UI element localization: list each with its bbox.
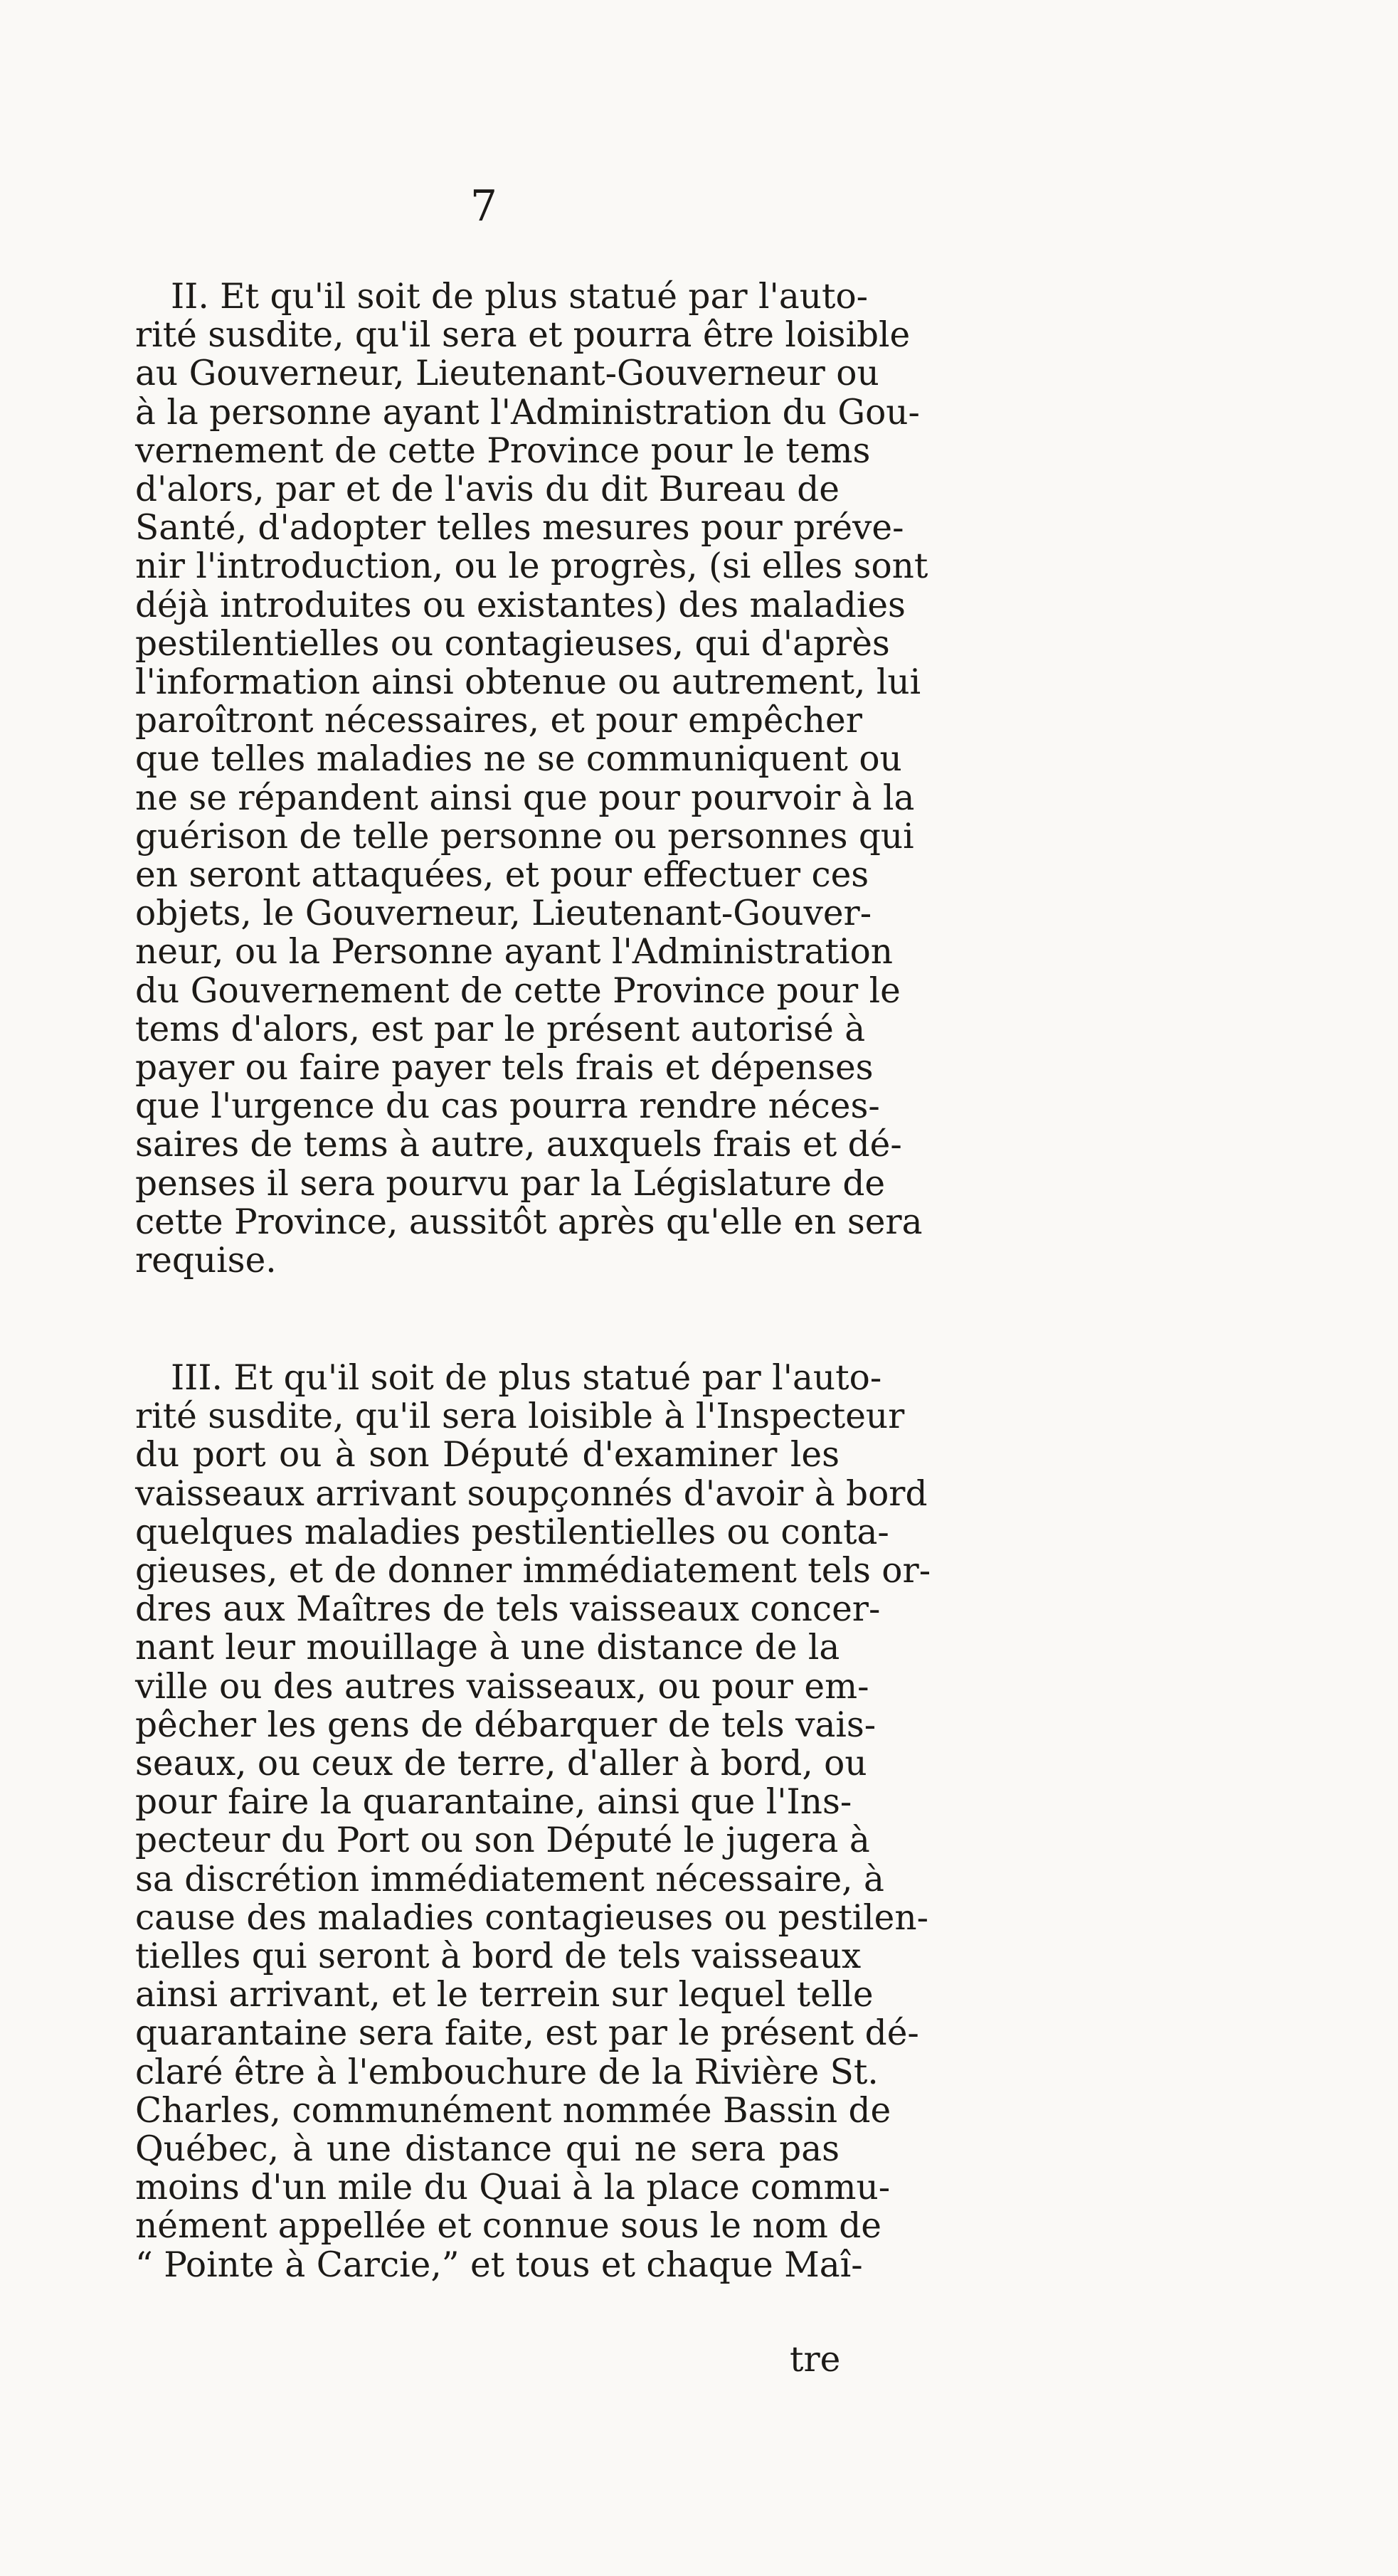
paragraph-section-iii: [135, 1358, 931, 2285]
text-line: dres aux Maîtres de tels vaisseaux concer-: [135, 1589, 881, 1630]
text-line: que telles maladies ne se communiquent ou: [135, 739, 902, 780]
text-line: objets, le Gouverneur, Lieutenant-Gouver-: [135, 894, 872, 934]
text-line: au Gouverneur, Lieutenant-Gouverneur ou: [135, 354, 879, 394]
text-line: cette Province, aussitôt après qu'elle en sera: [135, 1202, 923, 1242]
text-line: Charles, communément nommée Bassin de: [135, 2090, 891, 2131]
text-line: vernement de cette Province pour le tems: [135, 430, 871, 471]
text-line: seaux, ou ceux de terre, d'aller à bord, ou: [135, 1744, 867, 1784]
text-line: pêcher les gens de débarquer de tels vais-: [135, 1705, 877, 1745]
text-line: III. Et qu'il soit de plus statué par l'auto-: [171, 1358, 882, 1398]
text-line: moins d'un mile du Quai à la place commu-: [135, 2168, 891, 2208]
text-line: saires de tems à autre, auxquels frais et dé-: [135, 1125, 902, 1165]
text-line: nir l'introduction, ou le progrès, (si elles sont: [135, 546, 928, 587]
text-line: d'alors, par et de l'avis du dit Bureau de: [135, 470, 840, 510]
page-number: 7: [470, 181, 498, 231]
text-line: nément appellée et connue sous le nom de: [135, 2206, 881, 2247]
text-line: rité susdite, qu'il sera loisible à l'Inspecteur: [135, 1396, 905, 1437]
text-line: nant leur mouillage à une distance de la: [135, 1628, 840, 1668]
text-line: Québec, à une distance qui ne sera pas: [135, 2129, 840, 2170]
text-line: claré être à l'embouchure de la Rivière St.: [135, 2052, 879, 2092]
text-line: que l'urgence du cas pourra rendre néces-: [135, 1086, 880, 1127]
text-line: ville ou des autres vaisseaux, ou pour em-: [135, 1666, 869, 1707]
text-line: quarantaine sera faite, est par le présent dé-: [135, 2013, 919, 2054]
text-line: II. Et qu'il soit de plus statué par l'auto-: [171, 277, 869, 317]
text-line: penses il sera pourvu par la Législature de: [135, 1163, 886, 1204]
text-line: paroîtront nécessaires, et pour empêcher: [135, 701, 862, 741]
text-line: pour faire la quarantaine, ainsi que l'Ins-: [135, 1782, 852, 1823]
text-line: tems d'alors, est par le présent autorisé à: [135, 1009, 866, 1049]
text-line: cause des maladies contagieuses ou pestilen-: [135, 1897, 929, 1938]
text-line: ainsi arrivant, et le terrein sur lequel telle: [135, 1975, 874, 2015]
text-line: “ Pointe à Carcie,” et tous et chaque Maî-: [135, 2244, 863, 2285]
text-line: neur, ou la Personne ayant l'Administration: [135, 932, 894, 972]
text-line: sa discrétion immédiatement nécessaire, à: [135, 1859, 884, 1899]
text-line: guérison de telle personne ou personnes qui: [135, 816, 914, 857]
text-line: gieuses, et de donner immédiatement tels or-: [135, 1551, 931, 1591]
text-line: du Gouvernement de cette Province pour le: [135, 970, 901, 1011]
text-line: tielles qui seront à bord de tels vaisseaux: [135, 1936, 862, 1977]
text-line: requise.: [135, 1241, 277, 1281]
text-line: vaisseaux arrivant soupçonnés d'avoir à bord: [135, 1473, 928, 1514]
text-line: payer ou faire payer tels frais et dépenses: [135, 1048, 874, 1088]
text-line: déjà introduites ou existantes) des maladies: [135, 585, 906, 625]
text-line: du port ou à son Député d'examiner les: [135, 1435, 840, 1475]
text-line: quelques maladies pestilentielles ou conta-: [135, 1512, 889, 1552]
text-line: ne se répandent ainsi que pour pourvoir à la: [135, 778, 915, 818]
text-line: rité susdite, qu'il sera et pourra être loisible: [135, 315, 911, 356]
catchword: tre: [790, 2340, 841, 2380]
text-line: l'information ainsi obtenue ou autrement, lui: [135, 662, 921, 703]
paragraph-section-ii: [135, 277, 928, 1281]
text-line: à la personne ayant l'Administration du Gou-: [135, 392, 920, 433]
text-line: Santé, d'adopter telles mesures pour préve-: [135, 508, 904, 548]
text-line: en seront attaquées, et pour effectuer ces: [135, 855, 869, 896]
text-line: pecteur du Port ou son Député le jugera à: [135, 1820, 870, 1861]
text-line: pestilentielles ou contagieuses, qui d'après: [135, 623, 890, 664]
